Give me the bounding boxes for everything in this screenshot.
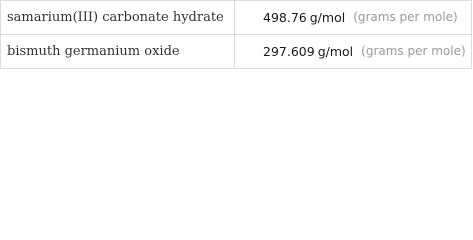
molar-mass-value-cell (235, 1, 471, 35)
molar-mass-value-cell (235, 35, 471, 69)
molar-mass-table (0, 0, 472, 69)
unit-description: (grams per mole) (353, 10, 458, 25)
unit-description: (grams per mole) (361, 44, 466, 59)
molar-mass-unit: g/mol (309, 9, 346, 25)
molar-mass-number: 498.76 (263, 9, 307, 25)
compound-name: bismuth germanium oxide (1, 35, 235, 69)
compound-name: samarium(III) carbonate hydrate (1, 1, 235, 35)
molar-mass-number: 297.609 (263, 43, 315, 59)
molar-mass-unit: g/mol (317, 43, 354, 59)
